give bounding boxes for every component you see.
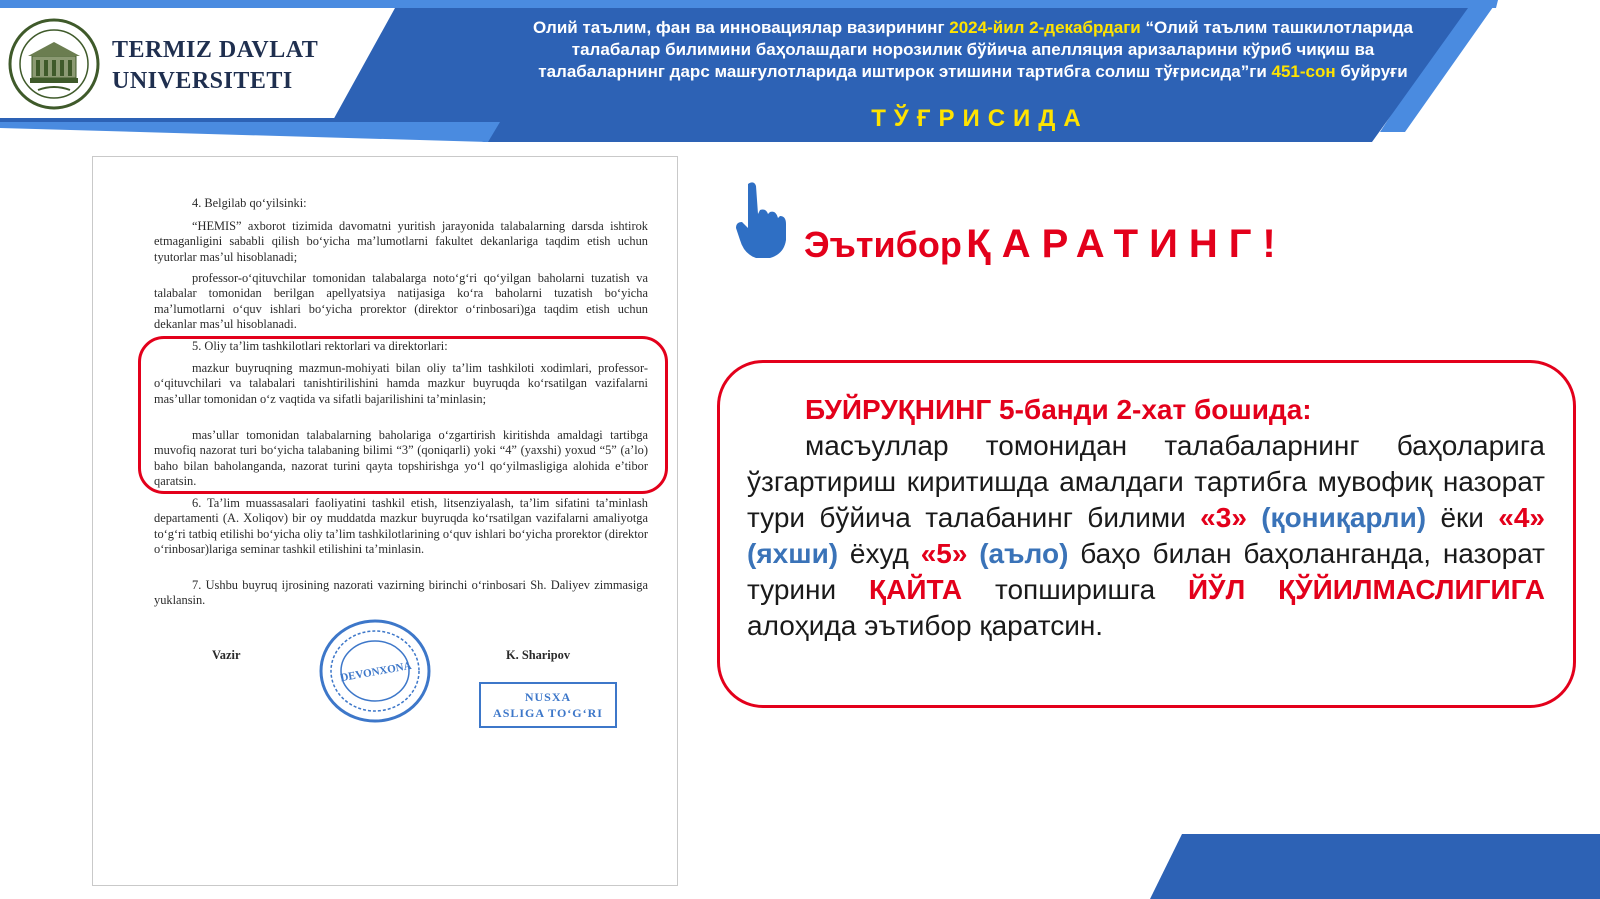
doc-p5-heading: 5. Oliy ta’lim tashkilotlari rektorlari va direktorlari: xyxy=(192,339,448,353)
grade-3-word: (қониқарли) xyxy=(1261,502,1427,533)
doc-p5-b: mas’ullar tomonidan talabalarning baholariga o‘zgartirish kiritishda amaldagi tartibga muvofiq nazorat turi bo‘yicha talabaning bilimi “3” (qoniqarli) yoki “4” (yaxshi) yoxud “5” (a’lo) baho bilan baholanganda, nazorat turini qayta topshirishga yo‘l qo‘yilmasligiga alohida e’tibor qaratsin. xyxy=(154,428,648,488)
quote-t5: топширишга xyxy=(962,574,1189,605)
quote-not-allowed: ЙЎЛ ҚЎЙИЛМАСЛИГИГА xyxy=(1188,574,1546,605)
header-top-bar xyxy=(0,0,1498,8)
bottom-right-dark-band xyxy=(1150,834,1600,899)
attention-word1: Эътибор xyxy=(804,224,962,265)
quote-t4: баҳо билан баҳоланганда, назорат турини xyxy=(747,538,1545,605)
attention-heading xyxy=(804,222,1287,267)
doc-p4-heading: 4. Belgilab qo‘yilsinki: xyxy=(192,196,307,210)
quote-t1: масъуллар томонидан талабаларнинг баҳоларига ўзгартириш киритишда амалдаги тартибга мувофиқ назорат тури бўйича талабанинг билими xyxy=(747,430,1545,533)
order-date: 2024-йил 2-декабрдаги xyxy=(949,18,1141,37)
order-text-2: “Олий таълим ташкилотларида талабалар билимини баҳолашдаги норозилик бўйича апелляция аризаларини кўриб чиқиш ва талабаларнинг дарс машғулотларида иштирок этишини тартибга солиш тўғрисида”ги xyxy=(538,18,1413,81)
quote-t2: ёки xyxy=(1426,502,1499,533)
grade-4-word: (яхши) xyxy=(747,538,839,569)
doc-p4-a: “HEMIS” axborot tizimida davomatni yuritish jarayonida talabalarning darsda ishtirok etmaganligini sababli qilish bo‘yicha ma’lumotlarni fakultet dekanlariga taqdim etish uchun tyutorlar mas’ul hisoblanadi; xyxy=(154,219,648,264)
header-title: ТЎҒРИСИДА xyxy=(871,105,1089,132)
university-seal-logo xyxy=(8,18,100,110)
doc-p4-b: professor-o‘qituvchilar tomonidan talabalarga noto‘g‘ri qo‘yilgan baholarni tuzatish va talabalar tomonidan berilgan apellyatsiya natijasiga ko‘ra baholarni tuzatish bo‘yicha ma’lumotlarni o‘quv ishlari bo‘yicha prorektor (direktor o‘rinbosari)ga taqdim etish uchun dekanlar mas’ul hisoblanadi. xyxy=(154,271,648,331)
quote-text xyxy=(747,392,1545,644)
doc-p5-a: mazkur buyruqning mazmun-mohiyati bilan oliy ta’lim tashkiloti xodimlari, professor-o‘qituvchilari va talabalari tanishtirilishini hamda mazkur buyruqda ko‘rsatilgan vazifalarni mas’ullar tomonidan o‘z vaqtida va sifatli bajarilishini ta’minlasin; xyxy=(154,361,648,406)
grade-5-word: (аъло) xyxy=(979,538,1069,569)
quote-t6: алоҳида эътибор қаратсин. xyxy=(747,610,1104,641)
doc-highlight-frame xyxy=(138,336,668,494)
quote-heading-line xyxy=(747,392,1545,428)
quote-again: ҚАЙТА xyxy=(869,574,963,605)
university-name-line1: TERMIZ DAVLAT xyxy=(112,37,319,63)
doc-p6: 6. Ta’lim muassasalari faoliyatini tashkil etish, litsenziyalash, ta’lim sifatini ta’minlash departamenti (A. Xoliqov) bir oy muddatda mazkur buyruqda ko‘rsatilgan vazifalarni amaliyotga to‘g‘ri tatbiq etilishi bo‘yicha oliy ta’lim tashkilotlarining o‘quv ishlari bo‘yicha prorektor (direktor o‘rinbosar)lariga seminar tashkil etilishini ta’minlasin. xyxy=(154,496,648,556)
office-stamp-text: DEVONXONA xyxy=(339,659,413,685)
university-name-line2: UNIVERSITETI xyxy=(112,68,293,94)
copy-stamp-line2: ASLIGA TO‘G‘RI xyxy=(493,706,603,720)
order-text-3: буйруғи xyxy=(1335,62,1408,81)
quote-heading: БУЙРУҚНИНГ 5-банди 2-хат бошида: xyxy=(805,394,1312,425)
grade-5: «5» xyxy=(920,538,968,569)
university-name xyxy=(112,35,318,97)
order-description xyxy=(528,17,1418,83)
doc-signer-name: K. Sharipov xyxy=(506,648,571,662)
grade-4: «4» xyxy=(1498,502,1545,533)
pointing-hand-icon xyxy=(734,180,788,260)
copy-verified-stamp xyxy=(479,682,617,728)
doc-p7: 7. Ushbu buyruq ijrosining nazorati vazirning birinchi o‘rinbosari Sh. Daliyev zimmasiga yuklansin. xyxy=(154,578,648,608)
grade-3: «3» xyxy=(1200,502,1247,533)
doc-signer-title: Vazir xyxy=(212,648,241,662)
quote-t3: ёхуд xyxy=(838,538,921,569)
copy-stamp-line1: NUSXA xyxy=(524,690,572,704)
order-text-1: Олий таълим, фан ва инновациялар вазирининг xyxy=(533,18,950,37)
order-number: 451-сон xyxy=(1271,62,1336,81)
header-under-band xyxy=(0,122,500,142)
attention-word2: ҚАРАТИНГ! xyxy=(966,222,1287,266)
